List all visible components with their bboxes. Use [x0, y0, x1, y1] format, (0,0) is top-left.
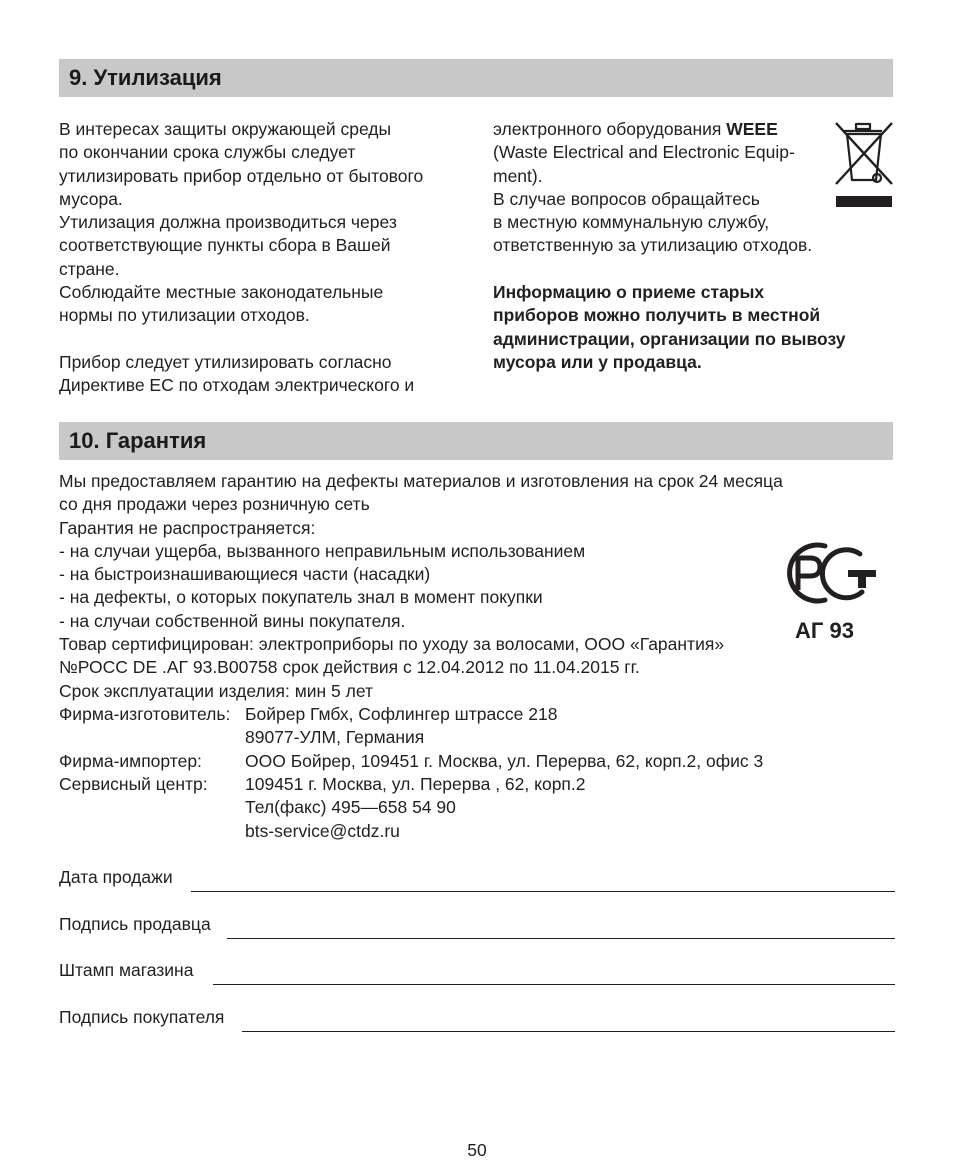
service-label: Сервисный центр: [59, 774, 208, 794]
fill-line[interactable] [213, 984, 895, 985]
seller-signature-field[interactable] [59, 913, 895, 939]
text-line: Мы предоставляем гарантию на дефекты материалов и изготовления на срок 24 месяца [59, 471, 783, 491]
paragraph-gap [493, 258, 893, 281]
text-line: Бойрер Гмбх, Софлингер штрассе 218 [245, 704, 558, 724]
importer-value: ООО Бойрер, 109451 г. Москва, ул. Перерва, 62, корп.2, офис 3 [245, 751, 764, 771]
text-line: Гарантия не распространяется: [59, 517, 316, 538]
text-line: Товар сертифицирован: электроприборы по уходу за волосами, ООО «Гарантия» [59, 634, 725, 655]
text-line: 109451 г. Москва, ул. Перерва , 62, корп.2 [245, 774, 586, 794]
field-label: Дата продажи [59, 867, 173, 887]
store-stamp-field[interactable] [59, 959, 895, 985]
manufacturer-value [245, 703, 557, 750]
crossed-out-wheelie-bin-icon [834, 120, 894, 210]
text-fragment: электронного оборудования [493, 119, 727, 139]
manufacturer-label: Фирма-изготовитель: [59, 704, 231, 724]
bold-text-line: приборов можно получить в местной [493, 305, 821, 326]
sale-date-field[interactable] [59, 866, 895, 892]
bold-text-line: Информацию о приеме старых [493, 282, 765, 303]
text-line: соответствующие пункты сбора в Вашей [59, 235, 391, 256]
text-line: В случае вопросов обращайтесь [493, 188, 760, 209]
text-line: bts-service@ctdz.ru [245, 820, 400, 841]
fill-line[interactable] [191, 891, 895, 892]
list-item: - на случаи ущерба, вызванного неправильным использованием [59, 540, 586, 561]
bold-text-line: администрации, организации по вывозу [493, 328, 846, 349]
section-title: 10. Гарантия [69, 428, 207, 453]
section-header-disposal [59, 59, 893, 97]
section-header-warranty [59, 422, 893, 460]
list-item: - на дефекты, о которых покупатель знал в момент покупки [59, 587, 543, 608]
text-line: нормы по утилизации отходов. [59, 305, 310, 326]
text-line: Срок эксплуатации изделия: мин 5 лет [59, 680, 374, 701]
text-line: ment). [493, 165, 543, 186]
text-line: ответственную за утилизацию отходов. [493, 235, 813, 256]
section-title: 9. Утилизация [69, 65, 222, 90]
text-line: №РОСС DE .АГ 93.В00758 срок действия с 12.04.2012 по 11.04.2015 гг. [59, 657, 640, 678]
weee-label: WEEE [726, 119, 778, 139]
field-label: Подпись продавца [59, 914, 211, 934]
text-line: по окончании срока службы следует [59, 142, 356, 163]
disposal-right-column [493, 118, 893, 374]
text-line: утилизировать прибор отдельно от бытового [59, 165, 424, 186]
fill-line[interactable] [227, 938, 895, 939]
paragraph-gap [59, 328, 469, 351]
list-item: - на случаи собственной вины покупателя. [59, 610, 406, 631]
text-line: (Waste Electrical and Electronic Equip- [493, 142, 795, 163]
cert-mark-code: АГ 93 [795, 618, 854, 643]
buyer-signature-field[interactable] [59, 1006, 895, 1032]
warranty-body [59, 470, 893, 703]
weee-line [493, 118, 893, 141]
field-label: Подпись покупателя [59, 1007, 225, 1027]
fill-line[interactable] [242, 1031, 895, 1032]
list-item: - на быстроизнашивающиеся части (насадки) [59, 564, 431, 585]
service-value [245, 773, 586, 843]
page-number: 50 [467, 1140, 487, 1160]
text-line: Прибор следует утилизировать согласно [59, 351, 392, 372]
text-line: Тел(факс) 495—658 54 90 [245, 797, 456, 818]
field-label: Штамп магазина [59, 960, 194, 980]
text-line: Директиве ЕС по отходам электрического и [59, 375, 415, 396]
disposal-left-column [59, 118, 469, 398]
text-line: 89077-УЛМ, Германия [245, 727, 425, 748]
text-line: Утилизация должна производиться через [59, 212, 397, 233]
text-line: в местную коммунальную службу, [493, 212, 770, 233]
text-line: мусора. [59, 188, 123, 209]
importer-label: Фирма-импортер: [59, 751, 202, 771]
bold-text-line: мусора или у продавца. [493, 351, 702, 372]
text-line: стране. [59, 258, 120, 279]
text-line: Соблюдайте местные законодательные [59, 282, 384, 303]
rst-certification-mark-icon [780, 536, 880, 610]
text-line: со дня продажи через розничную сеть [59, 494, 370, 515]
text-line: В интересах защиты окружающей среды [59, 119, 392, 139]
